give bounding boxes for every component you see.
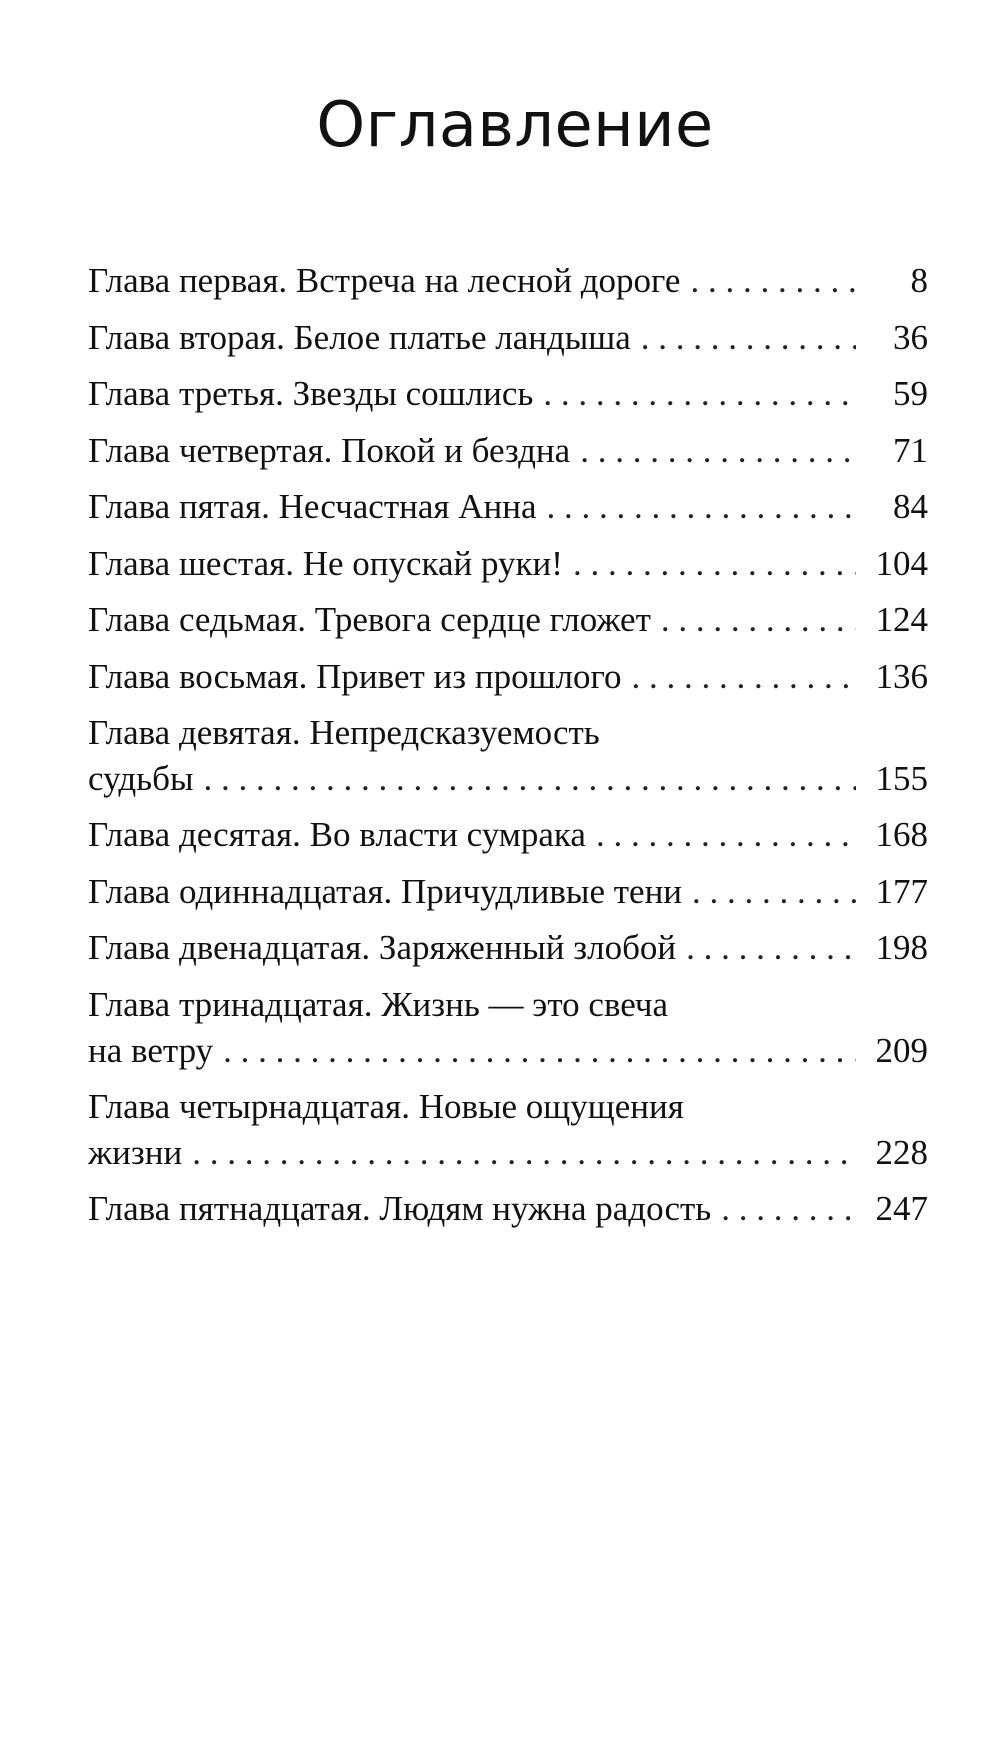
toc-entry <box>88 315 928 372</box>
toc-entry-line <box>88 710 928 756</box>
chapter-title: Глава одиннадцатая. Причудливые тени <box>88 871 683 911</box>
chapter-title: Глава двенадцатая. Заряженный злобой <box>88 928 677 967</box>
page-number: 209 <box>875 1030 928 1070</box>
chapter-title: жизни <box>88 1132 183 1172</box>
toc-entry <box>88 869 928 926</box>
dot-leader <box>203 756 856 802</box>
page-number: 8 <box>910 261 928 300</box>
chapter-title: Глава седьмая. Тревога сердце гложет <box>88 600 651 639</box>
dot-leader <box>543 371 856 417</box>
toc-entry-line <box>88 654 928 700</box>
dot-leader <box>690 258 856 304</box>
dot-leader <box>580 428 856 474</box>
toc-entry-line <box>88 484 928 530</box>
toc-entry <box>88 428 928 485</box>
page-number: 177 <box>875 871 928 911</box>
chapter-title: на ветру <box>88 1030 214 1070</box>
chapter-title: Глава десятая. Во власти сумрака <box>88 815 586 854</box>
chapter-title: Глава шестая. Не опускай руки! <box>88 543 563 583</box>
page-number: 198 <box>875 928 928 967</box>
chapter-title: Глава восьмая. Привет из прошлого <box>88 656 622 696</box>
page-number: 104 <box>875 543 928 583</box>
dot-leader <box>721 1186 856 1232</box>
chapter-title: Глава пятая. Несчастная Анна <box>88 487 537 526</box>
chapter-title: Глава девятая. Непредсказуемость <box>88 713 600 752</box>
dot-leader <box>573 541 856 587</box>
toc-entry-line <box>88 371 928 417</box>
page-number: 168 <box>875 815 928 854</box>
page-number: 71 <box>893 430 928 470</box>
chapter-title: Глава пятнадцатая. Людям нужна радость <box>88 1188 712 1228</box>
toc-entry <box>88 654 928 711</box>
dot-leader <box>661 597 856 643</box>
dot-leader <box>632 654 857 700</box>
toc-entry-line <box>88 1186 928 1232</box>
toc-entry-line <box>88 869 928 915</box>
toc-entry <box>88 371 928 428</box>
toc-entry-line <box>88 756 928 802</box>
toc-entry-line <box>88 1084 928 1130</box>
toc-entry-line <box>88 258 928 304</box>
page-number: 247 <box>875 1188 928 1228</box>
page-number: 124 <box>875 600 928 639</box>
table-of-contents <box>88 258 928 1242</box>
page-number: 59 <box>893 374 928 413</box>
dot-leader <box>192 1130 856 1176</box>
dot-leader <box>547 484 856 530</box>
toc-entry <box>88 1084 928 1186</box>
dot-leader <box>686 925 856 971</box>
toc-entry-line <box>88 1028 928 1074</box>
toc-entry <box>88 258 928 315</box>
dot-leader <box>223 1028 856 1074</box>
page-number: 136 <box>875 656 928 696</box>
toc-entry <box>88 541 928 598</box>
dot-leader <box>641 315 856 361</box>
toc-entry-line <box>88 812 928 858</box>
page-number: 155 <box>875 759 928 798</box>
toc-entry <box>88 1186 928 1243</box>
toc-entry-line <box>88 982 928 1028</box>
dot-leader <box>692 869 856 915</box>
toc-entry <box>88 982 928 1084</box>
chapter-title: Глава четвертая. Покой и бездна <box>88 430 571 470</box>
toc-entry <box>88 812 928 869</box>
toc-entry-line <box>88 925 928 971</box>
toc-entry <box>88 710 928 812</box>
chapter-title: Глава тринадцатая. Жизнь — это свеча <box>88 984 669 1024</box>
toc-entry <box>88 484 928 541</box>
dot-leader <box>596 812 856 858</box>
chapter-title: Глава вторая. Белое платье ландыша <box>88 317 631 357</box>
toc-entry-line <box>88 315 928 361</box>
page-number: 36 <box>893 317 928 357</box>
toc-entry-line <box>88 428 928 474</box>
page-title: Оглавление <box>316 88 714 161</box>
chapter-title: Глава четырнадцатая. Новые ощущения <box>88 1086 684 1126</box>
page-number: 84 <box>893 487 928 526</box>
chapter-title: судьбы <box>88 759 194 798</box>
toc-entry-line <box>88 1130 928 1176</box>
toc-entry <box>88 925 928 982</box>
toc-entry-line <box>88 541 928 587</box>
toc-entry <box>88 597 928 654</box>
toc-entry-line <box>88 597 928 643</box>
page-number: 228 <box>875 1132 928 1172</box>
chapter-title: Глава первая. Встреча на лесной дороге <box>88 261 681 300</box>
chapter-title: Глава третья. Звезды сошлись <box>88 374 534 413</box>
